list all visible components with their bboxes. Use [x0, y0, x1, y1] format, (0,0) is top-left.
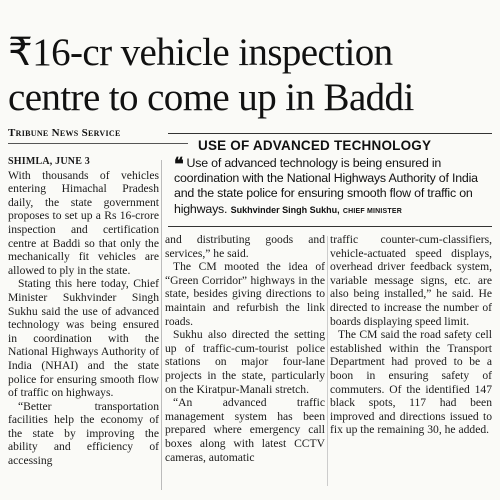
headline-line-1: ₹16-cr vehicle inspection — [8, 31, 393, 74]
column-divider — [327, 236, 328, 486]
highlight-quote — [174, 156, 490, 219]
paragraph: “Better transportation facilities help the economy of the state by improving the ability and efficiency of accessing — [8, 399, 159, 468]
byline: Tribune News Service — [8, 127, 121, 139]
byline-rule — [8, 143, 188, 144]
paragraph: Sukhu also directed the setting up of traffic-cum-tourist police stations on major four-lane projects in the state, particularly on the Kiratpur-Manali stretch. — [165, 328, 325, 396]
highlight-box-title: USE OF ADVANCED TECHNOLOGY — [198, 138, 432, 153]
paragraph: The CM mooted the idea of “Green Corridor” highways in the state, besides giving directions to maintain and refurbish the link roads. — [165, 260, 325, 328]
paragraph: traffic counter-cum-classifiers, vehicle-actuated speed displays, overhead driver feedback system, variable message signs, etc. are also being installed,” he said. He directed to increase the number of boards displaying speed limit. — [330, 233, 492, 328]
headline — [8, 30, 492, 120]
dateline: SHIMLA, JUNE 3 — [8, 156, 90, 167]
paragraph: With thousands of vehicles entering Himachal Pradesh daily, the state government proposes to set up a Rs 16-crore inspection and certification centre at Baddi so that only the mechanically fit vehicles are allowed to ply in the state. — [8, 168, 159, 277]
paragraph: and distributing goods and services,” he said. — [165, 233, 325, 260]
paragraph: “An advanced traffic management system has been prepared where emergency call boxes along with latest CCTV cameras, automatic — [165, 396, 325, 464]
quote-mark-icon: ❝ — [174, 154, 184, 175]
column-divider — [161, 160, 162, 490]
paragraph: Stating this here today, Chief Minister Sukhvinder Singh Sukhu said the use of advanced technology was being ensured in coordination with the National Highways Authority of India (NHAI) and the state police for ensuring smooth flow of traffic on highways. — [8, 277, 159, 400]
quote-speaker: Sukhvinder Singh Sukhu, — [230, 204, 340, 215]
highlight-box — [168, 133, 492, 227]
paragraph: The CM said the road safety cell established within the Transport Department had proved to be a boon in ensuring safety of commuters. Of the identified 147 black spots, 117 had been improved and directions issued to fix up the remaining 30, he added. — [330, 328, 492, 437]
headline-line-2: centre to come up in Baddi — [8, 76, 414, 119]
article-column-1 — [8, 155, 159, 468]
article-column-3 — [330, 233, 492, 437]
quote-text: Use of advanced technology is being ensured in coordination with the National Highways Authority of India and the state police for ensuring smooth flow of traffic on highways. — [174, 156, 478, 216]
article-column-2 — [165, 233, 325, 464]
quote-speaker-role: CHIEF MINISTER — [342, 207, 403, 215]
